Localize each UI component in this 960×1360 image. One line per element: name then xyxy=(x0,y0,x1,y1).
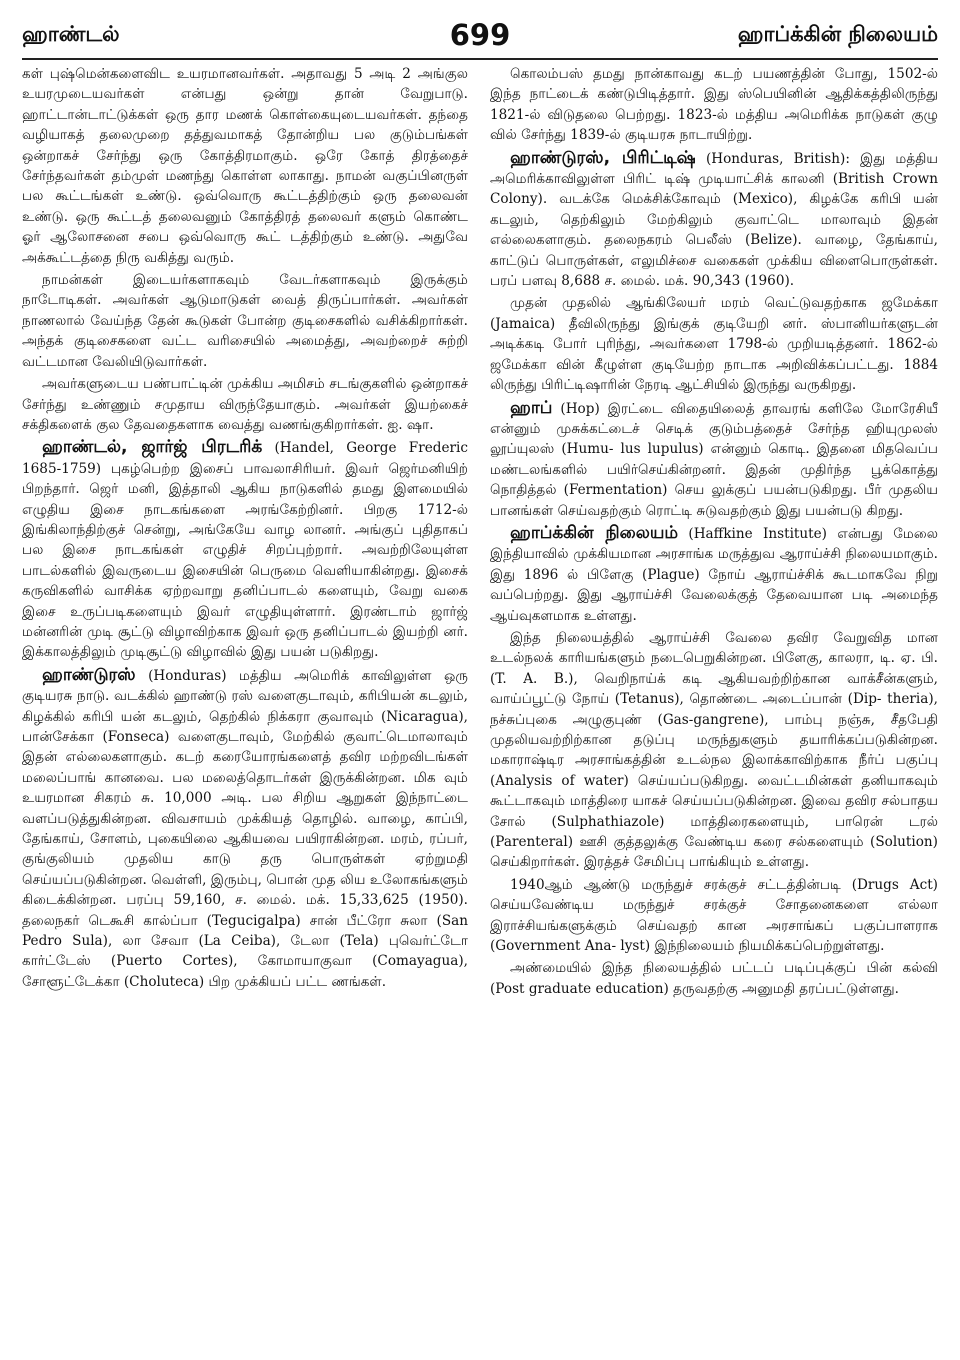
entry-paragraph xyxy=(22,665,468,993)
body-paragraph xyxy=(22,64,468,268)
paragraph-text: அவர்களுடைய பண்பாட்டின் முக்கிய அமிசம் சடங்குகளில் ஒன்றாகச் சேர்ந்து உண்ணும் சமுதாய விருந்தேயாகும். அவர்கள் இயற்கைச் சக்திகளைக் குல தேவதைகளாக வைத்து வணங்குகிறார்கள். ஐ. ஷா. xyxy=(22,376,468,433)
right-running-head: ஹாப்க்கின் நிலையம் xyxy=(737,22,938,46)
entry-headword: ஹாப் xyxy=(510,397,553,418)
body-paragraph xyxy=(490,958,938,999)
paragraph-text: (Hop) இரட்டை விதையிலைத் தாவரங் களிலே மோரேசியீ என்னும் முசுக்கட்டைச் செடிக் குடும்பத்தைச் சேர்ந்த ஹியுமுலஸ் லூப்யுலஸ் (Humu- lus lupulus) என்னும் கொடி. இதனை மிதவெப்ப மண்டலங்களில் பயிர்செய்கின்றனர். இதன் முதிர்ந்த பூக்கொத்து நொதித்தல் (Fermentation) செய லுக்குப் பயன்படுகிறது. பீர் முதலிய பானங்கள் செய்வதற்கும் ரொட்டி சுடுவதற்கும் இது பயன்படு கிறது. xyxy=(490,400,938,519)
paragraph-text: (Honduras) மத்திய அமெரிக் காவிலுள்ள ஒரு குடியரசு நாடு. வடக்கில் ஹாண்டு ரஸ் வளைகுடாவும், கரிபியன் கடலும், கிழக்கில் கரிபி யன் கடலும், தெற்கில் நிக்கரா குவாவும் (Nicaragua), பான்சேக்கா (Fonseca) வளைகுடாவும், மேற்கில் குவாட்டெமாலாவும் இதன் எல்லைகளாகும். கடற் கரையோரங்களைத் தவிர மற்றவிடங்கள் மலைப்பாங் கானவை. பல மலைத்தொடர்கள் இருக்கின்றன. மிக வும் உயரமான சிகரம் சு. 10,000 அடி. பல சிறிய ஆறுகள் இந்நாட்டை வளப்படுத்துகின்றன. விவசாயம் முக்கியத் தொழில். வாழை, காப்பி, தேங்காய், சோளம், புகையிலை ஆகியவை பயிராகின்றன. மரம், ரப்பர், குங்குலியம் முதலிய காடு தரு பொருள்கள் ஏற்றுமதி செய்யப்படுகின்றன. வெள்ளி, இரும்பு, பொன் முத லிய உலோகங்களும் கிடைக்கின்றன. பரப்பு 59,160, ச. மைல். மக். 15,33,625 (1950). தலைநகர் டெகூசி கால்ப்பா (Tegucigalpa) சான் பீட்ரோ சுலா (San Pedro Sula), லா சேவா (La Ceiba), டேலா (Tela) புவெர்ட்டோ கார்ட்டேஸ் (Puerto Cortes), கோமாயாகுவா (Comayagua), சோளூட்டேக்கா (Choluteca) பிற முக்கியப் பட்ட ணங்கள். xyxy=(22,667,468,990)
paragraph-text: (Honduras, British): இது மத்திய அமெரிக்காவிலுள்ள பிரிட் டிஷ் முடியாட்சிக் காலனி (British Crown Colony). வடக்கே மெக்சிக்கோவும் (Mexico), கிழக்கே கரிபி யன் கடலும், தெற்கிலும் மேற்கிலும் குவாட்டெ மாலாவும் இதன் எல்லைகளாகும். தலைநகரம் பெலீஸ் (Belize). வாழை, தேங்காய், காட்டுப் பொருள்கள், எலுமிச்சை வகைகள் முக்கிய விளைபொருள்கள். பரப் பளவு 8,688 ச. மைல். மக். 90,343 (1960). xyxy=(490,150,938,290)
entry-paragraph xyxy=(22,437,468,662)
paragraph-text: இந்த நிலையத்தில் ஆராய்ச்சி வேலை தவிர வேறுவித மான உடல்நலக் காரியங்களும் நடைபெறுகின்றன. பிளேகு, காலரா, டி. ஏ. பி. (T. A. B.), வெறிநாய்க் கடி ஆகியவற்றிற்கான வாக்சீன்களும், வாய்ப்பூட்டு நோய் (Tetanus), தொண்டை அடைப்பான் (Dip- theria), நச்சுப்புகை அழுகுபுண் (Gas-gangrene), பாம்பு நஞ்சு, சீதபேதி முதலியவற்றிற்கான தடுப்பு மருந்துகளும் தயாரிக்கப்படுகின்றன. மகாராஷ்டிர அரசாங்கத்தின் உடல்நல இலாக்காவிற்காக நீர்ப் பகுப்பு (Analysis of water) செய்யப்படுகிறது. வைட்டமின்கள் தனியாகவும் கூட்டாகவும் மாத்திரை யாகச் செய்யப்படுகின்றன. இவை தவிர சல்பாதய சோல் (Sulphathiazole) மாத்திரைகளையும், பாரென் டரல் (Parenteral) ஊசி குத்தலுக்கு வேண்டிய கரை சல்களையும் (Solution) செய்கிறார்கள். இரத்தச் சேமிப்பு பாங்கியும் உள்ளது. xyxy=(490,629,938,871)
body-paragraph xyxy=(490,875,938,957)
entry-headword: ஹாண்டுரஸ் xyxy=(42,664,136,685)
entry-headword: ஹாண்டுரஸ், பிரிட்டிஷ் xyxy=(510,147,696,168)
paragraph-text: (Haffkine Institute) என்பது மேலை இந்தியாவில் முக்கியமான அரசாங்க மருத்துவ ஆராய்ச்சி நிலையமாகும். இது 1896 ல் பிளேகு (Plague) நோய் ஆராய்ச்சிக் கூடமாகவே நிறு வப்பெற்றது. இது ஆராய்ச்சி வேலைக்குத் தேவையான படி அமைந்த ஆய்வுகளமாக உள்ளது. xyxy=(490,525,938,624)
left-running-head: ஹாண்டல் xyxy=(22,22,120,46)
paragraph-text: அண்மையில் இந்த நிலையத்தில் பட்டப் படிப்புக்குப் பின் கல்வி (Post graduate education) தருவதற்கு அனுமதி தரப்பட்டுள்ளது. xyxy=(490,960,938,997)
paragraph-text: (Handel, George Frederic 1685-1759) புகழ்பெற்ற இசைப் பாவலாசிரியர். இவர் ஜெர்மனியிற் பிறந்தார். ஜெர் மனி, இத்தாலி ஆகிய நாடுகளில் தமது இளமையில் எழுதிய இசை நாடகங்களை அரங்கேற்றினர். பிறகு 1712-ல் இங்கிலாந்திற்குச் சென்று, அங்கேயே வாழ லானர். அங்குப் புதிதாகப் பல இசை நாடகங்கள் எழுதிச் சிறப்புற்றார். அவற்றிலேயுள்ள பாடல்களில் இவருடைய இசையின் பெருமை வெளியாகின்றது. இசைக் கருவிகளில் வாசிக்க ஏற்றவாறு தனிப்பாடல் களையும், வேறு வகை இசை உருப்படிகளையும் இவர் எழுதியுள்ளார். இரண்டாம் ஜார்ஜ் மன்னரின் முடி சூட்டு விழாவிற்காக இவர் ஒரு தனிப்பாடல் இயற்றி னர். இக்காலத்திலும் முடிசூட்டு விழாவில் இது பயன் படுகிறது. xyxy=(22,440,468,661)
paragraph-text: நாமன்கள் இடையர்களாகவும் வேடர்களாகவும் இருக்கும் நாடோடிகள். அவர்கள் ஆடுமாடுகள் வைத் திருப்பார்கள். அவர்கள் நாணலால் வேய்ந்த தேன் கூடுகள் போன்ற குடிசைகளில் வசிக்கிறார்கள். அந்தக் குடிசைகளை வட்ட வரிசையில் அமைத்து, அவற்றைச் சுற்றி வட்டமான வேலியிடுவார்கள். xyxy=(22,272,468,370)
entry-paragraph xyxy=(490,398,938,521)
right-column xyxy=(490,64,938,1350)
entry-paragraph xyxy=(490,523,938,626)
entry-paragraph xyxy=(490,148,938,292)
paragraph-text: கொலம்பஸ் தமது நான்காவது கடற் பயணத்தின் போது, 1502-ல் இந்த நாட்டைக் கண்டுபிடித்தார். இது ஸ்பெயினின் ஆதிக்கத்திலிருந்து 1821-ல் விடுதலை பெற்றது. 1823-ல் மத்திய அமெரிக்க நாடுகள் குழு வில் சேர்ந்து 1839-ல் குடியரசு நாடாயிற்று. xyxy=(490,66,938,144)
paragraph-text: முதன் முதலில் ஆங்கிலேயர் மரம் வெட்டுவதற்காக ஜமேக்கா (Jamaica) தீவிலிருந்து இங்குக் குடியேறி னர். ஸ்பானியர்களுடன் அடிக்கடி போர் புரிந்து, அவர்களை 1798-ல் முறியடித்தனர். 1862-ல் ஜமேக்கா வின் கீழுள்ள குடியேற்ற நாடாக அறிவிக்கப்பட்டது. 1884 லிருந்து பிரிட்டிஷாரின் நேரடி ஆட்சியில் இருந்து வருகிறது. xyxy=(490,295,938,394)
body-paragraph xyxy=(22,374,468,435)
body-paragraph xyxy=(22,270,468,372)
body-paragraph xyxy=(490,293,938,395)
page-number: 699 xyxy=(449,18,511,52)
left-column xyxy=(22,64,468,1350)
page-header xyxy=(22,18,938,60)
paragraph-text: 1940ஆம் ஆண்டு மருந்துச் சரக்குச் சட்டத்தின்படி (Drugs Act) செய்யவேண்டிய மருந்துச் சரக்குச் சோதனைகளை எல்லா இராச்சியங்களுக்கும் செய்வதற் கான அரசாங்கப் பகுப்பாளராக (Government Ana- lyst) இந்நிலையம் நியமிக்கப்பெற்றுள்ளது. xyxy=(490,876,938,955)
entry-headword: ஹாண்டல், ஜார்ஜ் பிரடரிக் xyxy=(42,437,263,458)
body-paragraph xyxy=(490,64,938,146)
paragraph-text: கள் புஷ்மென்களைவிட உயரமானவர்கள். அதாவது 5 அடி 2 அங்குல உயரமுடையவர்கள் என்பது ஒன்று தான் வேறுபாடு. ஹாட்டான்டாட்டுக்கள் ஒரு தார மணக் கொள்கையுடையவர்கள். தந்தை வழியாகத் தலைமுறை தத்துவமாகத் தோன்றிய பல குடும்பங்கள் ஒன்றாகச் சேர்ந்து ஒரு கோத்திரமாகும். ஒரே கோத் திரத்தைச் சேர்ந்தவர்கள் தம்முள் மணந்து கொள்ள லாகாது. நாமன் வகுப்பினருள் பல கூட்டங்கள் உண்டு. ஒவ்வொரு கூட்டத்திற்கும் ஒரு தலைவன் உண்டு. ஒரு கூட்டத் தலைவனும் கோத்திரத் தலைவர் களும் கொண்ட ஓர் ஆலோசனை சபை ஒவ்வொரு கூட் டத்திற்கும் உண்டு. அதுவே அக்கூட்டத்தை நிரு வகித்து வரும். xyxy=(22,66,468,266)
entry-headword: ஹாப்க்கின் நிலையம் xyxy=(510,522,679,543)
body-paragraph xyxy=(490,628,938,873)
